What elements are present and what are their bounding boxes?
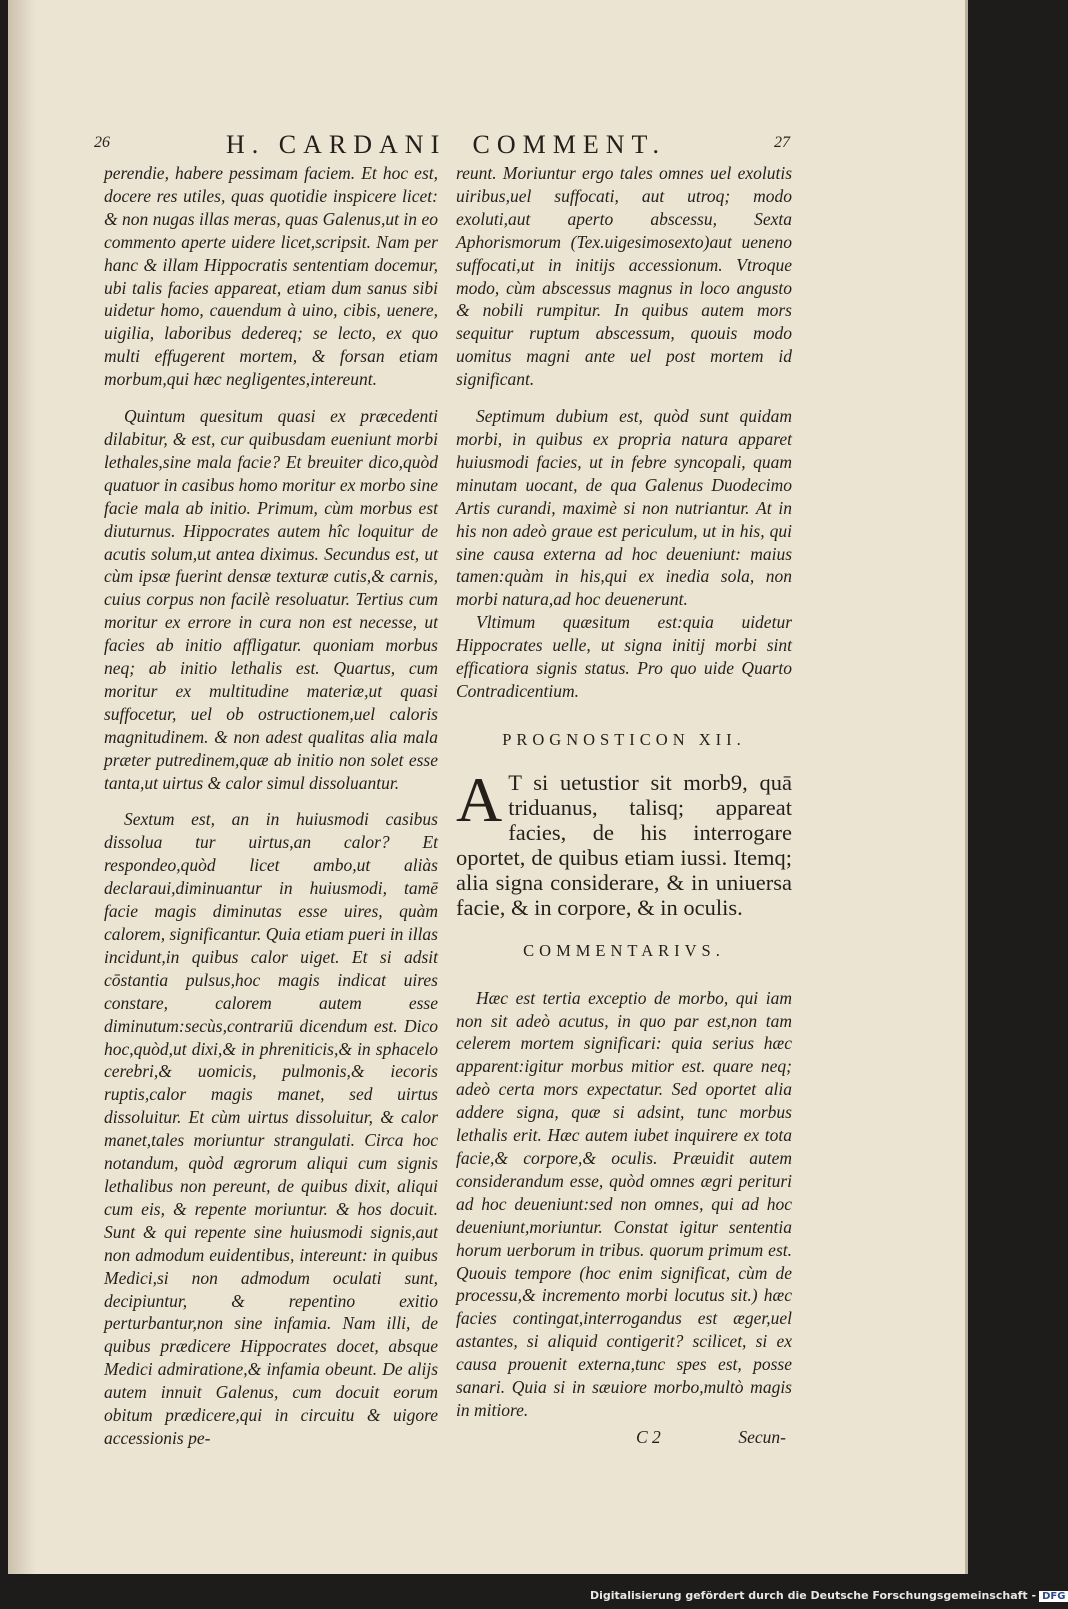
folio-right: 27: [774, 134, 790, 151]
book-page: [8, 0, 968, 1574]
commentary-heading: COMMENTARIVS.: [523, 940, 725, 960]
running-head-left: H. CARDANI: [226, 130, 447, 159]
running-head: [226, 130, 666, 160]
paragraph: Quintum quesitum quasi ex præcedenti dilabitur, & est, cur quibusdam eueniunt morbi lethales,sine mala facie? Et breuiter dico,quòd quatuor in casibus homo moritur ex morbo sine facie mala ab initio. Primum, cùm morbus est diuturnus. Hippocrates autem hîc loquitur de acutis solum,ut antea diximus. Secundus est, ut cùm ipsæ fuerint densæ texturæ cutis,& carnis, cuius corpus non facilè resoluatur. Tertius cum moritur ex errore in cura non est necesse, ut facies ab initio affligatur. quoniam morbus neq; ab initio lethalis est. Quartus, cum moritur ex multitudine materiæ,ut quasi suffocetur, uel ob ostructionem,uel caloris magnitudinem. & non adest qualitas alia mala præter putredinem,quæ ab initio non solet esse tanta,ut uirtus & calor simul dissoluantur.: [104, 406, 438, 793]
commentary-text: Hæc est tertia exceptio de morbo, qui iam non sit adeò acutus, in quo par est,non tam celerem mortem significari: quia serius hæc apparent:igitur morbus mitior est. quare neq; adeò certa mors expectatur. Sed oportet alia addere signa, quæ si adsint, tunc morbus lethalis erit. Hæc autem iubet inquirere ex tota facie,& corpore,& oculis. Præuidit autem considerandum esse, quòd omnes ægri perituri ad hoc deueniunt:sed non omnes, qui ad hoc deueniunt,moriuntur. Constat igitur sententia horum uerborum in tribus. quorum primum est. Quouis tempore (hoc enim significat, cùm de processu,& incremento morbi locutus sit.) hæc facies contingat,interrogandus est æger,uel astantes, si aliquid contigerit? scilicet, si ex causa prouenit externa,tunc spes est, posse sanari. Quia si in sæuiore morbo,multò magis in mitiore.: [456, 987, 792, 1420]
page-gutter-shadow: [8, 0, 36, 1574]
paragraph: Sextum est, an in huiusmodi casibus dissolua tur uirtus,an calor? Et respondeo,quòd licet ambo,ut aliàs declaraui,diminuantur in huiusmodi, tamē facie magis diminutas esse uires, quàm calorem, significantur. Quia etiam pueri in illas incidunt,in quibus calor uiget. Et si adsit cōstantia pulsus,hoc magis indicat uires constare, calorem autem esse diminutum:secùs,contrariū dicendum est. Dico hoc,quòd,ut dixi,& in phreniticis,& in sphacelo cerebri,& uomicis, pulmonis,& iecoris ruptis,calor magis manet, sed uirtus dissoluitur. Et cùm uirtus dissoluitur, & calor manet,tales moriuntur strangulati. Circa hoc notandum, quòd ægrorum aliqui cum signis lethalibus non pereunt, de quibus dixit, aliqui cum eis, & repente moriuntur. & hos docuit. Sunt & qui repente sine huiusmodi signis,aut non admodum euidentibus, intereunt: in quibus Medici,si non admodum oculati sunt, decipiuntur, & repentino exitio perturbantur,non sine infamia. Nam illi, de quibus prædicere Hippocrates docet, absque Medici admiratione,& infamia obeunt. De alijs autem innuit Galenus, cum docuit eorum obitum prædicere,qui in circuitu & uigore accessionis pe-: [104, 809, 438, 1448]
drop-cap: A: [456, 763, 503, 835]
left-column: [104, 162, 438, 1450]
prognosticon-body: T si uetustior sit morb9, quā triduanus, talisq; appareat facies, de his interrogare oportet, de quibus etiam iussi. Itemq; alia signa considerare, & in uniuersa facie, & in corpore, & in oculis.: [456, 769, 792, 920]
dfg-logo: DFG: [1039, 1591, 1068, 1602]
catchword: Secun-: [738, 1426, 786, 1447]
signature-mark: C 2: [636, 1426, 661, 1447]
paragraph: perendie, habere pessimam faciem. Et hoc est, docere res utiles, quas quotidie inspicere licet: & non nugas illas meras, quas Galenus,ut in eo commento aperte uidere licet,scripsit. Nam per hanc & illam Hippocratis sententiam docemur, ubi talis facies appareat, etiam dum sanus sibi uidetur homo, cauendum à uino, cibis, uenere, uigilia, laboribus dedereq; se lecto, ex quo multi effugerent mortem, & forsan etiam morbum,qui hæc negligentes,intereunt.: [104, 163, 438, 390]
signature-line: [456, 1426, 792, 1449]
folio-left: 26: [94, 134, 110, 151]
running-head-right: COMMENT.: [472, 130, 666, 159]
footer-text: Digitalisierung gefördert durch die Deutsche Forschungsgemeinschaft -: [590, 1589, 1037, 1602]
paragraph: Septimum dubium est, quòd sunt quidam morbi, in quibus ex propria natura apparet huiusmodi facies, ut in febre syncopali, quam minutam uocant, de qua Galenus Duodecimo Artis curandi, maximè si non nutriantur. At in his non adeò graue est periculum, ut in his, qui sine causa externa ad hoc deueniunt: maius tamen:quàm in his,qui ex inedia sola, non morbi natura,ad hoc deuenerunt.: [456, 406, 792, 610]
prognosticon-text: [456, 763, 792, 920]
prognosticon-heading: PROGNOSTICON XII.: [502, 729, 746, 749]
right-column: [456, 162, 792, 1449]
paragraph: reunt. Moriuntur ergo tales omnes uel exolutis uiribus,uel suffocati, aut utroq; modo exoluti,aut aperto abscessu, Sexta Aphorismorum (Tex.uigesimosexto)aut ueneno suffocati,ut in initijs accessionum. Vtroque modo, cùm abscessus magnus in loco angusto & nobili rumpitur. In quibus autem mors sequitur ruptum abscessum, quouis modo uomitus magni ante uel post mortem id significant.: [456, 163, 792, 390]
digitization-footer: [590, 1589, 1068, 1602]
paragraph: Vltimum quæsitum est:quia uidetur Hippocrates uelle, ut signa initij morbi sint efficatiora signis status. Pro quo uide Quarto Contradicentium.: [456, 612, 792, 701]
